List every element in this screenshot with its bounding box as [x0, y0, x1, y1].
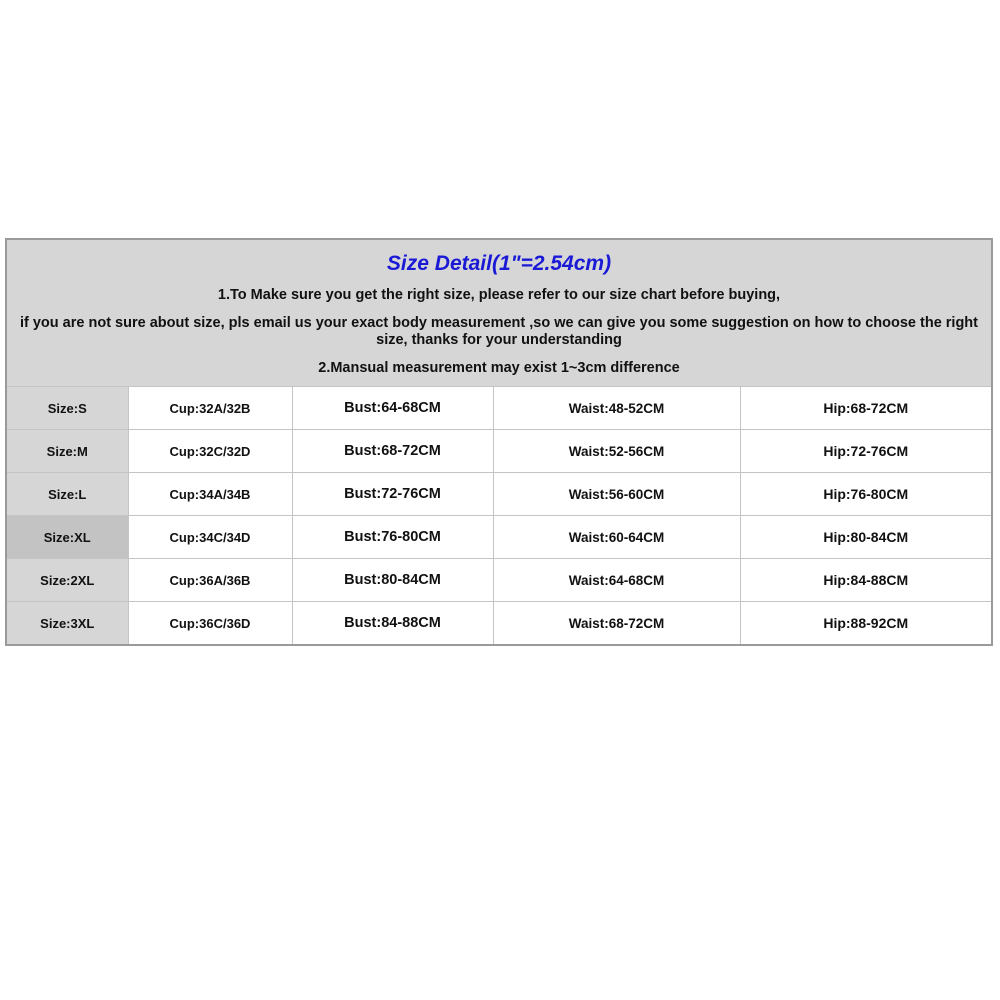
cup-cell: Cup:32A/32B — [128, 387, 292, 430]
size-chart — [5, 238, 993, 646]
hip-cell: Hip:84-88CM — [740, 559, 991, 602]
table-row — [7, 473, 991, 516]
bust-cell: Bust:84-88CM — [292, 602, 493, 645]
table-row — [7, 516, 991, 559]
hip-cell: Hip:88-92CM — [740, 602, 991, 645]
waist-cell: Waist:52-56CM — [493, 430, 740, 473]
waist-cell: Waist:60-64CM — [493, 516, 740, 559]
size-chart-note-1: 1.To Make sure you get the right size, please refer to our size chart before buying, — [217, 287, 781, 303]
bust-cell: Bust:64-68CM — [292, 387, 493, 430]
waist-cell: Waist:64-68CM — [493, 559, 740, 602]
hip-cell: Hip:76-80CM — [740, 473, 991, 516]
hip-cell: Hip:80-84CM — [740, 516, 991, 559]
size-chart-note-2: if you are not sure about size, pls email us your exact body measurement ,so we can give you some suggestion on how to choose the right size, thanks for your understanding — [19, 315, 978, 348]
size-chart-title: Size Detail(1"=2.54cm) — [386, 252, 612, 275]
size-cell: Size:2XL — [7, 559, 128, 602]
table-row — [7, 387, 991, 430]
bust-cell: Bust:72-76CM — [292, 473, 493, 516]
table-row — [7, 430, 991, 473]
waist-cell: Waist:68-72CM — [493, 602, 740, 645]
size-cell: Size:3XL — [7, 602, 128, 645]
hip-cell: Hip:68-72CM — [740, 387, 991, 430]
size-table — [7, 386, 991, 644]
size-cell: Size:M — [7, 430, 128, 473]
bust-cell: Bust:80-84CM — [292, 559, 493, 602]
size-cell: Size:XL — [7, 516, 128, 559]
cup-cell: Cup:34C/34D — [128, 516, 292, 559]
size-chart-note-3: 2.Mansual measurement may exist 1~3cm difference — [318, 360, 680, 376]
bust-cell: Bust:76-80CM — [292, 516, 493, 559]
cup-cell: Cup:34A/34B — [128, 473, 292, 516]
size-cell: Size:L — [7, 473, 128, 516]
size-chart-header — [7, 240, 991, 386]
cup-cell: Cup:36C/36D — [128, 602, 292, 645]
bust-cell: Bust:68-72CM — [292, 430, 493, 473]
table-row — [7, 559, 991, 602]
hip-cell: Hip:72-76CM — [740, 430, 991, 473]
table-row — [7, 602, 991, 645]
waist-cell: Waist:56-60CM — [493, 473, 740, 516]
waist-cell: Waist:48-52CM — [493, 387, 740, 430]
size-cell: Size:S — [7, 387, 128, 430]
cup-cell: Cup:32C/32D — [128, 430, 292, 473]
cup-cell: Cup:36A/36B — [128, 559, 292, 602]
